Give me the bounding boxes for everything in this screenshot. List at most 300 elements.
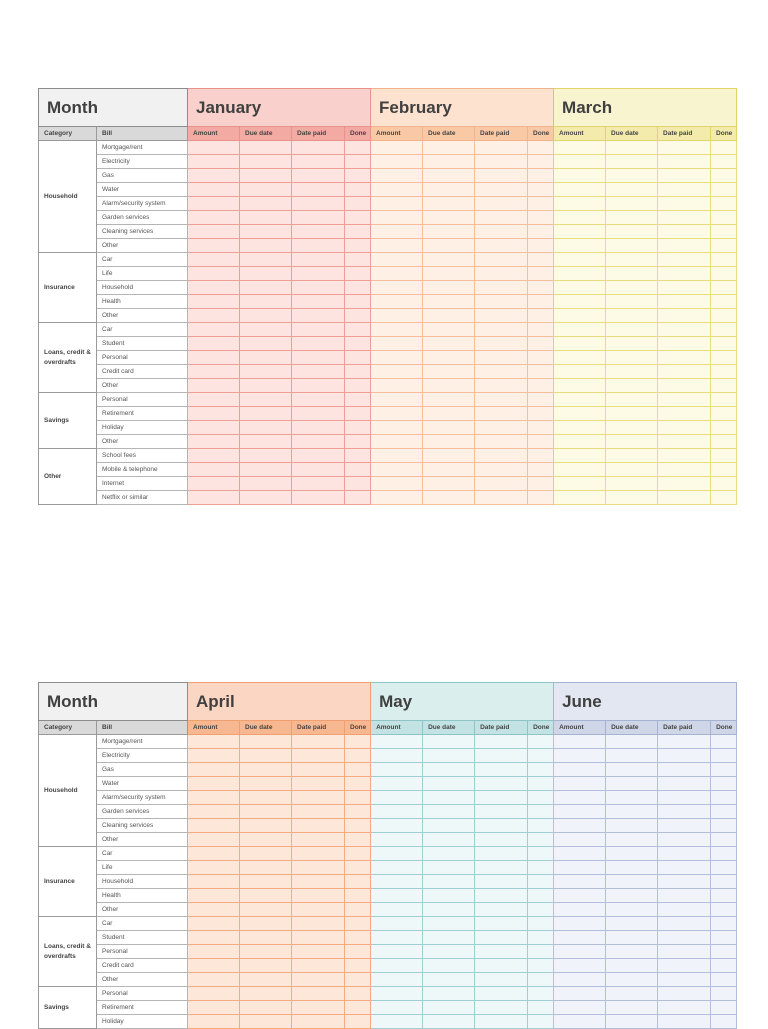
due-date-cell-february[interactable] <box>423 239 475 253</box>
date-paid-cell-february[interactable] <box>475 281 528 295</box>
date-paid-cell-february[interactable] <box>475 435 528 449</box>
date-paid-cell-june[interactable] <box>658 735 711 749</box>
amount-cell-march[interactable] <box>554 477 606 491</box>
amount-cell-february[interactable] <box>371 421 423 435</box>
done-cell-february[interactable] <box>528 295 554 309</box>
due-date-cell-june[interactable] <box>606 931 658 945</box>
done-cell-march[interactable] <box>711 141 737 155</box>
due-date-cell-february[interactable] <box>423 421 475 435</box>
done-cell-may[interactable] <box>528 917 554 931</box>
done-cell-february[interactable] <box>528 393 554 407</box>
date-paid-cell-april[interactable] <box>292 889 345 903</box>
amount-cell-february[interactable] <box>371 281 423 295</box>
amount-cell-april[interactable] <box>188 903 240 917</box>
amount-cell-april[interactable] <box>188 1015 240 1029</box>
done-cell-may[interactable] <box>528 875 554 889</box>
due-date-cell-january[interactable] <box>240 477 292 491</box>
date-paid-cell-january[interactable] <box>292 211 345 225</box>
done-cell-january[interactable] <box>345 337 371 351</box>
done-cell-february[interactable] <box>528 169 554 183</box>
due-date-cell-may[interactable] <box>423 749 475 763</box>
due-date-cell-march[interactable] <box>606 225 658 239</box>
date-paid-cell-march[interactable] <box>658 309 711 323</box>
date-paid-cell-january[interactable] <box>292 463 345 477</box>
amount-cell-february[interactable] <box>371 225 423 239</box>
date-paid-cell-march[interactable] <box>658 169 711 183</box>
due-date-cell-april[interactable] <box>240 945 292 959</box>
amount-cell-may[interactable] <box>371 945 423 959</box>
done-cell-june[interactable] <box>711 763 737 777</box>
done-cell-june[interactable] <box>711 987 737 1001</box>
amount-cell-june[interactable] <box>554 889 606 903</box>
date-paid-cell-june[interactable] <box>658 931 711 945</box>
due-date-cell-january[interactable] <box>240 421 292 435</box>
done-cell-february[interactable] <box>528 183 554 197</box>
due-date-cell-january[interactable] <box>240 365 292 379</box>
date-paid-cell-march[interactable] <box>658 491 711 505</box>
done-cell-february[interactable] <box>528 449 554 463</box>
date-paid-cell-february[interactable] <box>475 295 528 309</box>
date-paid-cell-march[interactable] <box>658 393 711 407</box>
done-cell-march[interactable] <box>711 323 737 337</box>
done-cell-may[interactable] <box>528 973 554 987</box>
due-date-cell-may[interactable] <box>423 861 475 875</box>
due-date-cell-march[interactable] <box>606 351 658 365</box>
done-cell-may[interactable] <box>528 791 554 805</box>
amount-cell-april[interactable] <box>188 735 240 749</box>
amount-cell-april[interactable] <box>188 987 240 1001</box>
date-paid-cell-may[interactable] <box>475 847 528 861</box>
done-cell-may[interactable] <box>528 1015 554 1029</box>
date-paid-cell-may[interactable] <box>475 875 528 889</box>
amount-cell-march[interactable] <box>554 309 606 323</box>
due-date-cell-march[interactable] <box>606 211 658 225</box>
amount-cell-april[interactable] <box>188 861 240 875</box>
date-paid-cell-may[interactable] <box>475 777 528 791</box>
date-paid-cell-march[interactable] <box>658 253 711 267</box>
done-cell-may[interactable] <box>528 889 554 903</box>
amount-cell-may[interactable] <box>371 875 423 889</box>
due-date-cell-february[interactable] <box>423 323 475 337</box>
done-cell-april[interactable] <box>345 847 371 861</box>
done-cell-february[interactable] <box>528 491 554 505</box>
date-paid-cell-january[interactable] <box>292 197 345 211</box>
done-cell-may[interactable] <box>528 777 554 791</box>
done-cell-january[interactable] <box>345 491 371 505</box>
date-paid-cell-march[interactable] <box>658 155 711 169</box>
done-cell-april[interactable] <box>345 763 371 777</box>
due-date-cell-march[interactable] <box>606 435 658 449</box>
done-cell-april[interactable] <box>345 987 371 1001</box>
done-cell-march[interactable] <box>711 183 737 197</box>
amount-cell-february[interactable] <box>371 141 423 155</box>
amount-cell-january[interactable] <box>188 253 240 267</box>
due-date-cell-april[interactable] <box>240 763 292 777</box>
date-paid-cell-january[interactable] <box>292 239 345 253</box>
done-cell-june[interactable] <box>711 931 737 945</box>
amount-cell-april[interactable] <box>188 791 240 805</box>
due-date-cell-february[interactable] <box>423 253 475 267</box>
amount-cell-january[interactable] <box>188 491 240 505</box>
date-paid-cell-april[interactable] <box>292 931 345 945</box>
date-paid-cell-may[interactable] <box>475 819 528 833</box>
amount-cell-march[interactable] <box>554 183 606 197</box>
amount-cell-may[interactable] <box>371 1001 423 1015</box>
done-cell-february[interactable] <box>528 337 554 351</box>
due-date-cell-april[interactable] <box>240 847 292 861</box>
amount-cell-january[interactable] <box>188 421 240 435</box>
amount-cell-june[interactable] <box>554 1001 606 1015</box>
due-date-cell-june[interactable] <box>606 763 658 777</box>
amount-cell-january[interactable] <box>188 477 240 491</box>
amount-cell-february[interactable] <box>371 253 423 267</box>
done-cell-march[interactable] <box>711 421 737 435</box>
done-cell-january[interactable] <box>345 155 371 169</box>
amount-cell-march[interactable] <box>554 449 606 463</box>
done-cell-february[interactable] <box>528 211 554 225</box>
due-date-cell-january[interactable] <box>240 323 292 337</box>
due-date-cell-january[interactable] <box>240 379 292 393</box>
amount-cell-april[interactable] <box>188 889 240 903</box>
done-cell-june[interactable] <box>711 945 737 959</box>
date-paid-cell-january[interactable] <box>292 309 345 323</box>
amount-cell-february[interactable] <box>371 309 423 323</box>
done-cell-may[interactable] <box>528 1001 554 1015</box>
amount-cell-may[interactable] <box>371 833 423 847</box>
date-paid-cell-april[interactable] <box>292 735 345 749</box>
date-paid-cell-april[interactable] <box>292 973 345 987</box>
done-cell-april[interactable] <box>345 903 371 917</box>
done-cell-april[interactable] <box>345 861 371 875</box>
date-paid-cell-june[interactable] <box>658 973 711 987</box>
done-cell-june[interactable] <box>711 819 737 833</box>
done-cell-may[interactable] <box>528 749 554 763</box>
date-paid-cell-february[interactable] <box>475 309 528 323</box>
date-paid-cell-march[interactable] <box>658 463 711 477</box>
amount-cell-january[interactable] <box>188 323 240 337</box>
date-paid-cell-february[interactable] <box>475 463 528 477</box>
due-date-cell-january[interactable] <box>240 393 292 407</box>
amount-cell-may[interactable] <box>371 805 423 819</box>
due-date-cell-april[interactable] <box>240 833 292 847</box>
date-paid-cell-june[interactable] <box>658 833 711 847</box>
date-paid-cell-june[interactable] <box>658 749 711 763</box>
amount-cell-february[interactable] <box>371 197 423 211</box>
date-paid-cell-january[interactable] <box>292 267 345 281</box>
amount-cell-march[interactable] <box>554 323 606 337</box>
due-date-cell-february[interactable] <box>423 281 475 295</box>
date-paid-cell-march[interactable] <box>658 407 711 421</box>
amount-cell-may[interactable] <box>371 1015 423 1029</box>
date-paid-cell-february[interactable] <box>475 449 528 463</box>
date-paid-cell-january[interactable] <box>292 169 345 183</box>
due-date-cell-june[interactable] <box>606 945 658 959</box>
date-paid-cell-april[interactable] <box>292 749 345 763</box>
due-date-cell-april[interactable] <box>240 819 292 833</box>
date-paid-cell-june[interactable] <box>658 917 711 931</box>
done-cell-january[interactable] <box>345 267 371 281</box>
due-date-cell-february[interactable] <box>423 449 475 463</box>
date-paid-cell-march[interactable] <box>658 351 711 365</box>
amount-cell-june[interactable] <box>554 777 606 791</box>
amount-cell-march[interactable] <box>554 491 606 505</box>
amount-cell-february[interactable] <box>371 463 423 477</box>
due-date-cell-january[interactable] <box>240 309 292 323</box>
date-paid-cell-march[interactable] <box>658 197 711 211</box>
amount-cell-june[interactable] <box>554 959 606 973</box>
done-cell-january[interactable] <box>345 449 371 463</box>
due-date-cell-may[interactable] <box>423 819 475 833</box>
date-paid-cell-may[interactable] <box>475 735 528 749</box>
due-date-cell-may[interactable] <box>423 833 475 847</box>
due-date-cell-march[interactable] <box>606 183 658 197</box>
amount-cell-february[interactable] <box>371 323 423 337</box>
amount-cell-june[interactable] <box>554 987 606 1001</box>
due-date-cell-june[interactable] <box>606 1015 658 1029</box>
date-paid-cell-january[interactable] <box>292 323 345 337</box>
due-date-cell-february[interactable] <box>423 477 475 491</box>
due-date-cell-april[interactable] <box>240 959 292 973</box>
amount-cell-february[interactable] <box>371 449 423 463</box>
due-date-cell-february[interactable] <box>423 393 475 407</box>
date-paid-cell-january[interactable] <box>292 337 345 351</box>
date-paid-cell-january[interactable] <box>292 141 345 155</box>
done-cell-january[interactable] <box>345 211 371 225</box>
date-paid-cell-january[interactable] <box>292 281 345 295</box>
date-paid-cell-march[interactable] <box>658 295 711 309</box>
due-date-cell-march[interactable] <box>606 463 658 477</box>
done-cell-january[interactable] <box>345 435 371 449</box>
done-cell-april[interactable] <box>345 805 371 819</box>
due-date-cell-february[interactable] <box>423 491 475 505</box>
due-date-cell-february[interactable] <box>423 337 475 351</box>
done-cell-march[interactable] <box>711 351 737 365</box>
due-date-cell-may[interactable] <box>423 945 475 959</box>
amount-cell-january[interactable] <box>188 267 240 281</box>
done-cell-march[interactable] <box>711 211 737 225</box>
done-cell-may[interactable] <box>528 847 554 861</box>
amount-cell-june[interactable] <box>554 973 606 987</box>
done-cell-january[interactable] <box>345 365 371 379</box>
due-date-cell-may[interactable] <box>423 931 475 945</box>
done-cell-february[interactable] <box>528 197 554 211</box>
date-paid-cell-february[interactable] <box>475 477 528 491</box>
date-paid-cell-february[interactable] <box>475 337 528 351</box>
due-date-cell-june[interactable] <box>606 917 658 931</box>
done-cell-march[interactable] <box>711 491 737 505</box>
date-paid-cell-january[interactable] <box>292 351 345 365</box>
due-date-cell-march[interactable] <box>606 239 658 253</box>
amount-cell-march[interactable] <box>554 393 606 407</box>
done-cell-march[interactable] <box>711 197 737 211</box>
amount-cell-march[interactable] <box>554 435 606 449</box>
due-date-cell-march[interactable] <box>606 267 658 281</box>
amount-cell-april[interactable] <box>188 819 240 833</box>
date-paid-cell-april[interactable] <box>292 861 345 875</box>
date-paid-cell-may[interactable] <box>475 805 528 819</box>
date-paid-cell-february[interactable] <box>475 253 528 267</box>
date-paid-cell-may[interactable] <box>475 791 528 805</box>
due-date-cell-april[interactable] <box>240 805 292 819</box>
done-cell-february[interactable] <box>528 309 554 323</box>
done-cell-march[interactable] <box>711 225 737 239</box>
date-paid-cell-february[interactable] <box>475 225 528 239</box>
date-paid-cell-january[interactable] <box>292 393 345 407</box>
amount-cell-may[interactable] <box>371 777 423 791</box>
done-cell-march[interactable] <box>711 379 737 393</box>
due-date-cell-january[interactable] <box>240 449 292 463</box>
done-cell-march[interactable] <box>711 435 737 449</box>
done-cell-february[interactable] <box>528 155 554 169</box>
due-date-cell-march[interactable] <box>606 295 658 309</box>
due-date-cell-january[interactable] <box>240 155 292 169</box>
due-date-cell-march[interactable] <box>606 309 658 323</box>
due-date-cell-january[interactable] <box>240 183 292 197</box>
amount-cell-april[interactable] <box>188 931 240 945</box>
due-date-cell-may[interactable] <box>423 791 475 805</box>
amount-cell-june[interactable] <box>554 833 606 847</box>
amount-cell-june[interactable] <box>554 819 606 833</box>
done-cell-march[interactable] <box>711 463 737 477</box>
due-date-cell-may[interactable] <box>423 889 475 903</box>
date-paid-cell-january[interactable] <box>292 421 345 435</box>
amount-cell-january[interactable] <box>188 435 240 449</box>
due-date-cell-february[interactable] <box>423 169 475 183</box>
amount-cell-january[interactable] <box>188 183 240 197</box>
due-date-cell-april[interactable] <box>240 735 292 749</box>
amount-cell-january[interactable] <box>188 211 240 225</box>
due-date-cell-january[interactable] <box>240 435 292 449</box>
done-cell-march[interactable] <box>711 239 737 253</box>
done-cell-february[interactable] <box>528 421 554 435</box>
done-cell-march[interactable] <box>711 449 737 463</box>
date-paid-cell-may[interactable] <box>475 763 528 777</box>
date-paid-cell-march[interactable] <box>658 281 711 295</box>
amount-cell-june[interactable] <box>554 749 606 763</box>
done-cell-april[interactable] <box>345 749 371 763</box>
done-cell-june[interactable] <box>711 917 737 931</box>
done-cell-march[interactable] <box>711 281 737 295</box>
done-cell-april[interactable] <box>345 1001 371 1015</box>
amount-cell-february[interactable] <box>371 211 423 225</box>
amount-cell-february[interactable] <box>371 477 423 491</box>
amount-cell-april[interactable] <box>188 749 240 763</box>
date-paid-cell-april[interactable] <box>292 791 345 805</box>
amount-cell-may[interactable] <box>371 861 423 875</box>
date-paid-cell-april[interactable] <box>292 987 345 1001</box>
date-paid-cell-january[interactable] <box>292 253 345 267</box>
done-cell-february[interactable] <box>528 379 554 393</box>
due-date-cell-january[interactable] <box>240 407 292 421</box>
due-date-cell-april[interactable] <box>240 875 292 889</box>
amount-cell-march[interactable] <box>554 169 606 183</box>
due-date-cell-march[interactable] <box>606 379 658 393</box>
amount-cell-june[interactable] <box>554 931 606 945</box>
due-date-cell-june[interactable] <box>606 819 658 833</box>
amount-cell-may[interactable] <box>371 763 423 777</box>
date-paid-cell-may[interactable] <box>475 833 528 847</box>
date-paid-cell-june[interactable] <box>658 945 711 959</box>
date-paid-cell-april[interactable] <box>292 777 345 791</box>
amount-cell-march[interactable] <box>554 281 606 295</box>
amount-cell-february[interactable] <box>371 491 423 505</box>
done-cell-june[interactable] <box>711 847 737 861</box>
done-cell-june[interactable] <box>711 805 737 819</box>
done-cell-june[interactable] <box>711 959 737 973</box>
due-date-cell-march[interactable] <box>606 169 658 183</box>
amount-cell-april[interactable] <box>188 945 240 959</box>
due-date-cell-june[interactable] <box>606 791 658 805</box>
done-cell-january[interactable] <box>345 197 371 211</box>
amount-cell-march[interactable] <box>554 197 606 211</box>
done-cell-january[interactable] <box>345 281 371 295</box>
amount-cell-january[interactable] <box>188 309 240 323</box>
due-date-cell-june[interactable] <box>606 735 658 749</box>
amount-cell-june[interactable] <box>554 847 606 861</box>
date-paid-cell-april[interactable] <box>292 1001 345 1015</box>
done-cell-january[interactable] <box>345 421 371 435</box>
date-paid-cell-january[interactable] <box>292 449 345 463</box>
due-date-cell-june[interactable] <box>606 903 658 917</box>
amount-cell-may[interactable] <box>371 931 423 945</box>
amount-cell-june[interactable] <box>554 917 606 931</box>
done-cell-march[interactable] <box>711 155 737 169</box>
amount-cell-january[interactable] <box>188 239 240 253</box>
amount-cell-may[interactable] <box>371 735 423 749</box>
amount-cell-february[interactable] <box>371 351 423 365</box>
due-date-cell-january[interactable] <box>240 253 292 267</box>
date-paid-cell-january[interactable] <box>292 491 345 505</box>
date-paid-cell-february[interactable] <box>475 351 528 365</box>
amount-cell-april[interactable] <box>188 805 240 819</box>
due-date-cell-january[interactable] <box>240 463 292 477</box>
due-date-cell-june[interactable] <box>606 847 658 861</box>
date-paid-cell-june[interactable] <box>658 791 711 805</box>
due-date-cell-january[interactable] <box>240 211 292 225</box>
date-paid-cell-may[interactable] <box>475 903 528 917</box>
amount-cell-june[interactable] <box>554 791 606 805</box>
due-date-cell-february[interactable] <box>423 407 475 421</box>
done-cell-may[interactable] <box>528 805 554 819</box>
due-date-cell-march[interactable] <box>606 449 658 463</box>
due-date-cell-may[interactable] <box>423 805 475 819</box>
due-date-cell-april[interactable] <box>240 917 292 931</box>
date-paid-cell-january[interactable] <box>292 477 345 491</box>
done-cell-january[interactable] <box>345 169 371 183</box>
date-paid-cell-january[interactable] <box>292 365 345 379</box>
due-date-cell-april[interactable] <box>240 973 292 987</box>
date-paid-cell-february[interactable] <box>475 239 528 253</box>
due-date-cell-may[interactable] <box>423 1015 475 1029</box>
done-cell-june[interactable] <box>711 889 737 903</box>
due-date-cell-february[interactable] <box>423 225 475 239</box>
done-cell-march[interactable] <box>711 267 737 281</box>
done-cell-april[interactable] <box>345 917 371 931</box>
due-date-cell-january[interactable] <box>240 239 292 253</box>
amount-cell-january[interactable] <box>188 407 240 421</box>
done-cell-april[interactable] <box>345 777 371 791</box>
amount-cell-may[interactable] <box>371 889 423 903</box>
date-paid-cell-march[interactable] <box>658 183 711 197</box>
done-cell-may[interactable] <box>528 735 554 749</box>
date-paid-cell-june[interactable] <box>658 959 711 973</box>
due-date-cell-february[interactable] <box>423 141 475 155</box>
amount-cell-january[interactable] <box>188 351 240 365</box>
date-paid-cell-february[interactable] <box>475 211 528 225</box>
date-paid-cell-june[interactable] <box>658 861 711 875</box>
date-paid-cell-january[interactable] <box>292 435 345 449</box>
due-date-cell-may[interactable] <box>423 987 475 1001</box>
